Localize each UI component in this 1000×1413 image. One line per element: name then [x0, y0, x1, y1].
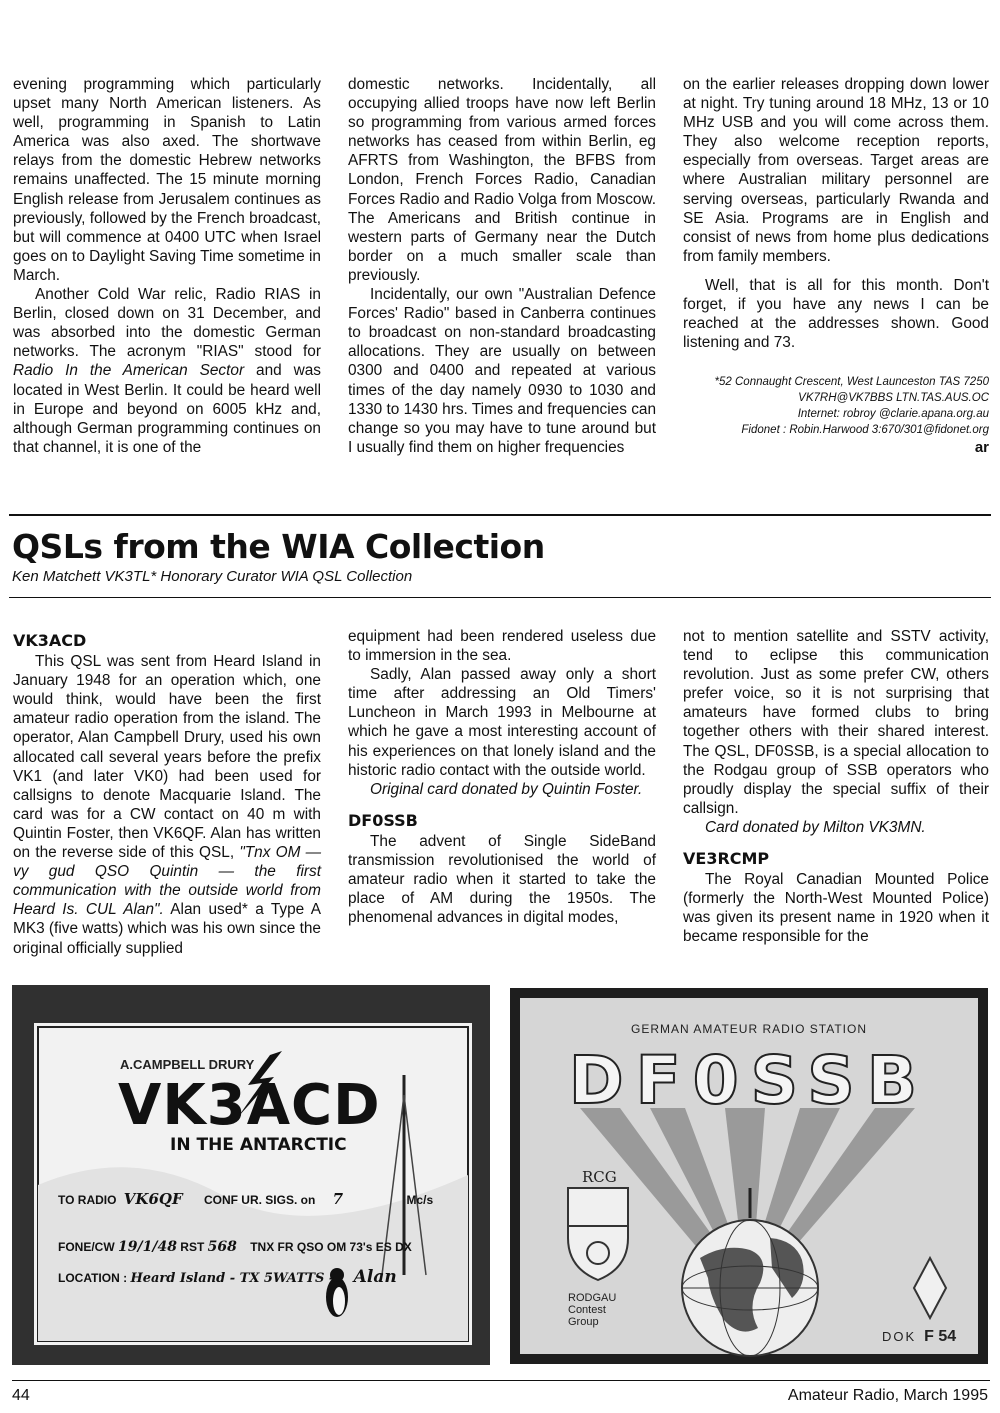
paragraph: Another Cold War relic, Radio RIAS in Berlin, closed down on 31 December, and was absorbed into the domestic German networks. The acronym "RIAS" stood for Radio In the American Sector and was located in West Berlin. It could be heard well in Europe and beyond on 6005 kHz and, although German programming continues on that channel, it is one of the — [13, 286, 321, 456]
qsl-card-df0ssb — [510, 988, 988, 1364]
card-credit: Original card donated by Quintin Foster. — [370, 780, 643, 798]
card-line-to-radio: TO RADIO VK6QF CONF UR. SIGS. on 7 Mc/s — [58, 1190, 434, 1208]
top-column-1 — [13, 75, 321, 457]
top-column-2 — [348, 75, 656, 457]
top-column-3 — [683, 75, 989, 457]
card-callsign: DF0SSB — [568, 1042, 930, 1119]
publication-info: Amateur Radio, March 1995 — [787, 1387, 988, 1404]
section-heading-ve3rcmp: VE3RCMP — [683, 849, 770, 869]
article-column-3 — [683, 627, 989, 947]
paragraph: on the earlier releases dropping down lower at night. Try tuning around 18 MHz, 13 or 10 MHz USB and you will come across them. They also welcome reception reports, especially from overseas. Target areas are where Australian military personnel are serving overseas, particularly Rwanda and SE Asia. Programs are in English and consist of news from home plus dedications from family members. — [683, 76, 989, 265]
globe-icon — [682, 1220, 818, 1356]
card-callsign: VK3ACD — [118, 1073, 381, 1138]
dok-code: DOK F 54 — [882, 1328, 957, 1345]
paragraph: The Royal Canadian Mounted Police (formerly the North-West Mounted Police) was given its present name in 1920 when it became responsible for the — [683, 871, 989, 946]
footer-rule — [12, 1380, 990, 1381]
operator-signature: Alan — [353, 1267, 397, 1287]
section-heading-df0ssb: DF0SSB — [348, 810, 418, 830]
paragraph: equipment had been rendered useless due to immersion in the sea. — [348, 628, 656, 665]
author-address: *52 Connaught Crescent, West Launceston TAS 7250 VK7RH@VK7BBS LTN.TAS.AUS.OC Internet: robroy @clarie.apana.org.au Fidonet : Robin.Harwood 3:670/301@fidonet.org — [714, 376, 989, 437]
operator-name: A.CAMPBELL DRURY — [120, 1057, 255, 1072]
paragraph: domestic networks. Incidentally, all occupying allied troops have now left Berlin so programming from various armed forces networks has ceased from within Berlin, eg AFRTS from Washington, the BFBS from London, French Forces Radio, Canadian Forces Radio and Radio Volga from Moscow. The Americans and British continue in western parts of Germany near the Dutch border on a much smaller scale than previously. — [348, 76, 656, 284]
paragraph: evening programming which particularly upset many North American listeners. As well, programming in Spanish to Latin America was also axed. The shortwave relays from the domestic Hebrew networks remains unaffected. The 15 minute morning English release from Jerusalem continues as previously, followed by the French broadcast, but will commence at 0400 UTC when Israel goes on to Daylight Saving Time sometime in March. — [13, 76, 321, 284]
paragraph: not to mention satellite and SSTV activity, tend to eclipse this communication revolution. Just as some prefer CW, others prefer voice, so it is not surprising that amateurs have formed clubs to bring together others with their shared interest. The QSL, DF0SSB, is a special allocation to the Rodgau group of SSB operators who proudly display the special suffix of their callsign. — [683, 628, 989, 817]
paragraph: The advent of Single SideBand transmission revolutionised the world of amateur radio when it started to take the place of AM during the 1950s. The phenomenal advances in digital modes, — [348, 832, 656, 927]
article-column-2 — [348, 627, 656, 927]
qsl-card-vk3acd — [12, 985, 490, 1365]
article-byline: Ken Matchett VK3TL* Honorary Curator WIA QSL Collection — [12, 568, 413, 585]
section-heading-vk3acd: VK3ACD — [13, 631, 87, 650]
article-column-1 — [13, 627, 321, 958]
paragraph: Sadly, Alan passed away only a short time after addressing an Old Timers' Luncheon in March 1993 in Melbourne at which he gave a most interesting account of his experiences on that lonely island and the historic radio contact with the outside world. — [348, 666, 656, 779]
article-title: QSLs from the WIA Collection — [12, 527, 545, 566]
card-subtitle: IN THE ANTARCTIC — [170, 1135, 347, 1155]
end-mark: ar — [974, 439, 989, 457]
card-line-location: LOCATION : Heard Island - TX 5WATTS - Alan — [58, 1267, 397, 1287]
paragraph: Well, that is all for this month. Don't forget, if you have any news I can be reached at the addresses shown. Good listening and 73. — [683, 276, 989, 352]
section-divider — [9, 514, 991, 516]
page-number: 44 — [12, 1387, 30, 1404]
vk3acd-card-art — [12, 985, 490, 1365]
club-initials: RCG — [582, 1168, 617, 1186]
title-divider — [9, 597, 991, 598]
card-line-report: FONE/CW 19/1/48 RST 568 TNX FR QSO OM 73's ES DX — [58, 1239, 412, 1255]
paragraph: Incidentally, our own "Australian Defence Forces' Radio" based in Canberra continues to broadcast on non-standard broadcasting allocations. They are usually on between 0300 and 0400 and repeated at various times of the day namely 0930 to 1030 and 1330 to 1430 hrs. Times and frequencies can change so you may have to tune around but I usually find them on higher frequencies — [348, 286, 657, 456]
paragraph: This QSL was sent from Heard Island in January 1948 for an operation which, one would think, would have been the first amateur radio operation from the island. The operator, Alan Campbell Drury, used his own allocated call several years before the prefix VK1 (and later VK0) had been used for callsigns to denote Macquarie Island. The card was for a CW contact on 40 m with Quintin Foster, then VK6QF. Alan has written on the reverse side of this QSL, "Tnx OM — vy gud QSO Quintin — the first communication with the outside world from Heard Is. CUL Alan". Alan used* a Type A MK3 (five watts) which was his own since the original officially supplied — [13, 653, 322, 957]
card-credit: Card donated by Milton VK3MN. — [705, 818, 926, 836]
club-name: RODGAU Contest Group — [568, 1292, 617, 1328]
card-header: GERMAN AMATEUR RADIO STATION — [630, 1022, 867, 1036]
coat-of-arms-icon — [568, 1188, 628, 1280]
